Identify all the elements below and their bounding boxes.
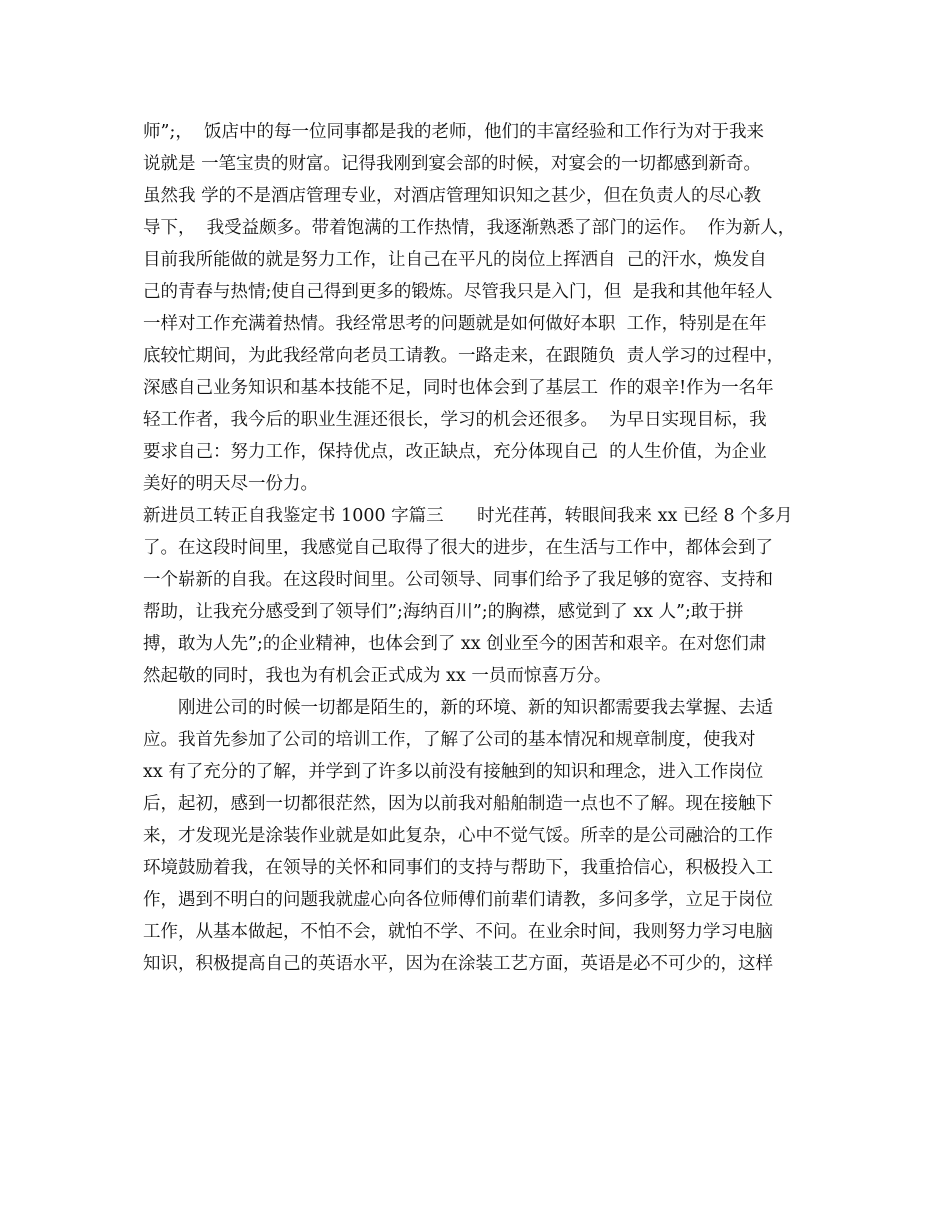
text-line: 目前我所能做的就是努力工作，让自己在平凡的岗位上挥洒自 己的汗水，焕发自 xyxy=(143,250,767,270)
text-line: 虽然我 学的不是酒店管理专业，对酒店管理知识知之甚少，但在负责人的尽心教 xyxy=(143,186,762,206)
text-line: 然起敬的同时，我也为有机会正式成为 xx 一员而惊喜万分。 xyxy=(143,666,612,686)
text-line: 师”;， 饭店中的每一位同事都是我的老师，他们的丰富经验和工作行为对于我来 xyxy=(143,122,764,142)
paragraph-first-line: 刚进公司的时候一切都是陌生的，新的环境、新的知识都需要我去掌握、去适 xyxy=(178,698,773,718)
text-line: 搏，敢为人先”;的企业精神，也体会到了 xx 创业至今的困苦和艰辛。在对您们肃 xyxy=(143,634,767,654)
text-line: 底较忙期间，为此我经常向老员工请教。一路走来，在跟随负 责人学习的过程中， xyxy=(143,346,785,366)
text-line: 知识，积极提高自己的英语水平，因为在涂装工艺方面，英语是必不可少的，这样 xyxy=(143,954,773,974)
text-line: 了。在这段时间里，我感觉自己取得了很大的进步，在生活与工作中，都体会到了 xyxy=(143,538,773,558)
text-line: 己的青春与热情;使自己得到更多的锻炼。尽管我只是入门，但 是我和其他年轻人 xyxy=(143,282,773,302)
text-line: 导下， 我受益颇多。带着饱满的工作热情，我逐渐熟悉了部门的运作。 作为新人， xyxy=(143,218,796,238)
text-line: xx 有了充分的了解，并学到了许多以前没有接触到的知识和理念，进入工作岗位 xyxy=(143,762,764,782)
text-line: 应。我首先参加了公司的培训工作，了解了公司的基本情况和规章制度，使我对 xyxy=(143,730,756,750)
text-line: 说就是 一笔宝贵的财富。记得我刚到宴会部的时候，对宴会的一切都感到新奇。 xyxy=(143,154,762,174)
text-line: 深感自己业务知识和基本技能不足，同时也体会到了基层工 作的艰辛!作为一名年 xyxy=(143,378,774,398)
section-heading-line: 新进员工转正自我鉴定书 1000 字篇三 时光荏苒，转眼间我来 xx 已经 8 个多月 xyxy=(143,506,793,526)
text-line: 美好的明天尽一份力。 xyxy=(143,474,318,494)
document-body xyxy=(143,116,811,980)
text-line: 工作，从基本做起，不怕不会，就怕不学、不问。在业余时间，我则努力学习电脑 xyxy=(143,922,773,942)
text-line: 要求自己：努力工作，保持优点，改正缺点，充分体现自己 的人生价值，为企业 xyxy=(143,442,767,462)
text-line: 作，遇到不明白的问题我就虚心向各位师傅们前辈们请教，多问多学，立足于岗位 xyxy=(143,890,773,910)
text-line: 环境鼓励着我，在领导的关怀和同事们的支持与帮助下，我重拾信心，积极投入工 xyxy=(143,858,773,878)
text-line: 轻工作者，我今后的职业生涯还很长，学习的机会还很多。 为早日实现目标，我 xyxy=(143,410,767,430)
text-line: 帮助，让我充分感受到了领导们”;海纳百川”;的胸襟，感觉到了 xx 人”;敢于拼 xyxy=(143,602,744,622)
text-line: 后，起初，感到一切都很茫然，因为以前我对船舶制造一点也不了解。现在接触下 xyxy=(143,794,773,814)
text-line: 来，才发现光是涂装作业就是如此复杂，心中不觉气馁。所幸的是公司融洽的工作 xyxy=(143,826,773,846)
text-line: 一个崭新的自我。在这段时间里。公司领导、同事们给予了我足够的宽容、支持和 xyxy=(143,570,773,590)
text-line: 一样对工作充满着热情。我经常思考的问题就是如何做好本职 工作，特别是在年 xyxy=(143,314,767,334)
